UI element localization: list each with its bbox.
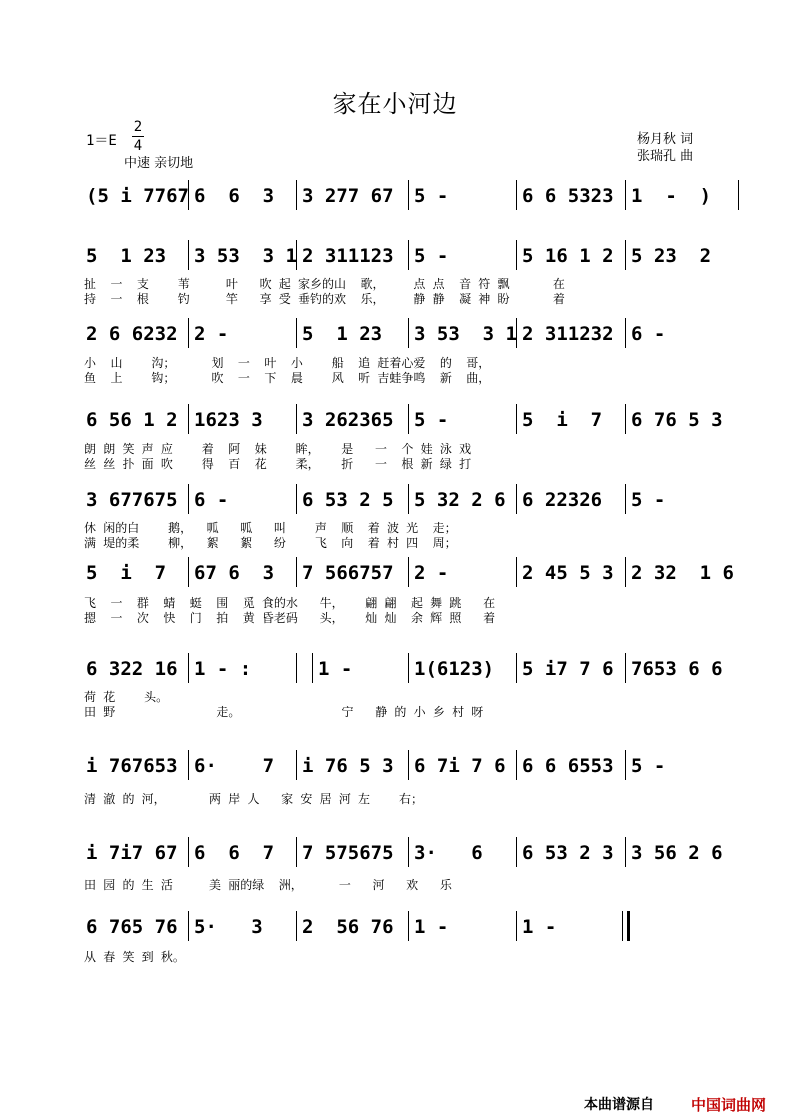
measure: 67 6 3 <box>194 562 275 584</box>
lyric-line-verse-1: 从 春 笑 到 秋。 <box>84 950 185 964</box>
barline <box>516 484 517 514</box>
barline <box>188 911 189 941</box>
barline <box>625 557 626 587</box>
measure: 2 - <box>194 323 229 345</box>
measure: i 767653 <box>86 755 178 777</box>
measure: 3 53 3 1 <box>414 323 517 345</box>
measure: 3 56 2 6 <box>631 842 723 864</box>
measure: i 7i7 67 <box>86 842 178 864</box>
barline <box>408 404 409 434</box>
barline <box>516 318 517 348</box>
lyric-line-verse-1: 小 山 沟； 划 一 叶 小 船 追 赶着心爱 的 哥， <box>84 356 491 370</box>
measure: 1 - : <box>194 658 252 680</box>
barline <box>516 404 517 434</box>
barline <box>738 180 739 210</box>
measure: 5 - <box>414 245 449 267</box>
barline <box>188 180 189 210</box>
measure: 5 - <box>414 409 449 431</box>
score-row-5 <box>80 484 740 522</box>
measure: 6 - <box>631 323 666 345</box>
measure: 6 6 6553 <box>522 755 614 777</box>
measure: 2 6 6232 <box>86 323 178 345</box>
barline <box>408 837 409 867</box>
time-signature <box>131 118 145 155</box>
barline <box>408 750 409 780</box>
measure: 5 i7 7 6 <box>522 658 614 680</box>
time-signature-top: 2 <box>133 119 143 135</box>
measure: 1623 3 <box>194 409 263 431</box>
measure: 6 - <box>194 489 229 511</box>
source-label: 本曲谱源自 <box>584 1097 654 1113</box>
measure: 1(6123) <box>414 658 495 680</box>
tempo-marking: 中速 亲切地 <box>124 156 194 171</box>
measure: 6 22326 <box>522 489 603 511</box>
measure: 6 53 2 5 <box>302 489 394 511</box>
barline <box>408 180 409 210</box>
lyric-line-verse-1: 休 闲的白 鹅， 呱 呱 叫 声 顺 着 波 光 走； <box>84 521 457 535</box>
measure: 5 - <box>631 755 666 777</box>
lyricist-credit: 杨月秋 词 <box>637 132 694 147</box>
measure: 2 32 1 6 <box>631 562 734 584</box>
barline <box>188 837 189 867</box>
barline <box>296 240 297 270</box>
measure: 1 - <box>522 916 557 938</box>
score-title: 家在小河边 <box>332 90 458 118</box>
lyric-line-verse-1: 田 园 的 生 活 美 丽的绿 洲， 一 河 欢 乐 <box>84 878 452 892</box>
lyric-line-verse-1: 扯 一 支 苇 叶 吹 起 家乡的山 歌， 点 点 音 符 飘 在 <box>84 277 565 291</box>
barline <box>296 653 297 683</box>
barline <box>296 404 297 434</box>
measure: 7 575675 <box>302 842 394 864</box>
measure: 6 6 5323 <box>522 185 614 207</box>
measure: 2 45 5 3 <box>522 562 614 584</box>
barline <box>312 653 313 683</box>
barline <box>625 318 626 348</box>
barline <box>296 484 297 514</box>
lyric-line-verse-2: 持 一 根 钓 竿 享 受 垂钓的欢 乐， 静 静 凝 神 盼 着 <box>84 292 565 306</box>
barline <box>408 318 409 348</box>
measure: 6 53 2 3 <box>522 842 614 864</box>
time-signature-bottom: 4 <box>133 138 143 154</box>
measure: 5 i 7 <box>86 562 167 584</box>
score-row-7 <box>80 653 740 691</box>
barline <box>296 180 297 210</box>
measure: i 76 5 3 <box>302 755 394 777</box>
measure: 5 1 23 <box>302 323 383 345</box>
barline <box>296 911 297 941</box>
barline <box>625 180 626 210</box>
barline <box>296 750 297 780</box>
barline <box>188 750 189 780</box>
measure: 5 - <box>414 185 449 207</box>
measure: 5 16 1 2 <box>522 245 614 267</box>
lyric-line-verse-1: 飞 一 群 蜻 蜓 围 觅 食的水 牛， 翩 翩 起 舞 跳 在 <box>84 596 496 610</box>
barline <box>408 653 409 683</box>
barline <box>408 484 409 514</box>
measure: 7 566757 <box>302 562 394 584</box>
score-row-1 <box>80 180 740 218</box>
lyric-line-verse-2: 丝 丝 扑 面 吹 得 百 花 柔， 折 一 根 新 绿 打 <box>84 457 472 471</box>
score-row-4 <box>80 404 740 442</box>
measure: 6 7i 7 6 <box>414 755 506 777</box>
barline <box>188 557 189 587</box>
lyric-line-verse-2: 摁 一 次 快 门 拍 黄 昏老码 头， 灿 灿 余 辉 照 着 <box>84 611 496 625</box>
measure: 2 311123 <box>302 245 394 267</box>
lyric-line-verse-2: 田 野 走。 宁 静 的 小 乡 村 呀 <box>84 705 484 719</box>
barline <box>516 240 517 270</box>
barline <box>625 404 626 434</box>
measure: 3 677675 <box>86 489 178 511</box>
barline <box>625 484 626 514</box>
measure: 5 23 2 <box>631 245 712 267</box>
measure: 6 6 7 <box>194 842 275 864</box>
barline <box>625 240 626 270</box>
composer-credit: 张瑞孔 曲 <box>637 149 694 164</box>
barline <box>408 557 409 587</box>
barline <box>188 240 189 270</box>
barline <box>516 653 517 683</box>
measure: 6 6 3 <box>194 185 275 207</box>
lyric-line-verse-2: 鱼 上 钩； 吹 一 下 晨 风 听 吉蛙争鸣 新 曲， <box>84 371 491 385</box>
barline <box>516 837 517 867</box>
score-row-2 <box>80 240 740 278</box>
score-row-6 <box>80 557 740 595</box>
measure: 2 56 76 <box>302 916 394 938</box>
measure: 1 - <box>414 916 449 938</box>
measure: 5 32 2 6 <box>414 489 506 511</box>
measure: 6 76 5 3 <box>631 409 723 431</box>
measure: 7653 6 6 <box>631 658 723 680</box>
barline <box>516 750 517 780</box>
barline <box>625 750 626 780</box>
lyric-line-verse-1: 朗 朗 笑 声 应 着 阿 妹 眸， 是 一 个 娃 泳 戏 <box>84 442 472 456</box>
measure: 5 - <box>631 489 666 511</box>
barline <box>516 180 517 210</box>
barline <box>188 404 189 434</box>
measure: 6 765 76 <box>86 916 178 938</box>
measure: 1 - <box>318 658 353 680</box>
score-row-10 <box>80 911 740 949</box>
score-row-9 <box>80 837 740 875</box>
measure: 5 1 23 <box>86 245 167 267</box>
measure: 5 i 7 <box>522 409 603 431</box>
key-signature: 1＝E <box>86 133 117 149</box>
barline <box>188 318 189 348</box>
lyric-line-verse-2: 满 堤的柔 柳， 絮 絮 纷 飞 向 着 村 四 周； <box>84 536 457 550</box>
barline <box>296 837 297 867</box>
measure: 6· 7 <box>194 755 275 777</box>
measure: 6 56 1 2 <box>86 409 178 431</box>
measure: 6 322 16 <box>86 658 178 680</box>
score-row-3 <box>80 318 740 356</box>
barline <box>625 837 626 867</box>
measure: 3 277 67 <box>302 185 394 207</box>
barline <box>296 318 297 348</box>
lyric-line-verse-1: 荷 花 头。 <box>84 690 169 704</box>
measure: 3 262365 <box>302 409 394 431</box>
lyric-line-verse-1: 清 澈 的 河， 两 岸 人 家 安 居 河 左 右； <box>84 792 423 806</box>
measure: 5· 3 <box>194 916 263 938</box>
barline <box>516 557 517 587</box>
barline <box>627 911 630 941</box>
measure: 3 53 3 1 <box>194 245 297 267</box>
barline <box>516 911 517 941</box>
barline <box>408 911 409 941</box>
measure: 1 - ) <box>631 185 712 207</box>
site-name: 中国词曲网 <box>691 1096 767 1114</box>
barline <box>188 484 189 514</box>
measure: 2 - <box>414 562 449 584</box>
barline <box>188 653 189 683</box>
measure: 3· 6 <box>414 842 483 864</box>
barline <box>408 240 409 270</box>
barline <box>622 911 623 941</box>
measure: (5 i 7767 <box>86 185 189 207</box>
score-row-8 <box>80 750 740 788</box>
measure: 2 311232 <box>522 323 614 345</box>
barline <box>625 653 626 683</box>
barline <box>296 557 297 587</box>
